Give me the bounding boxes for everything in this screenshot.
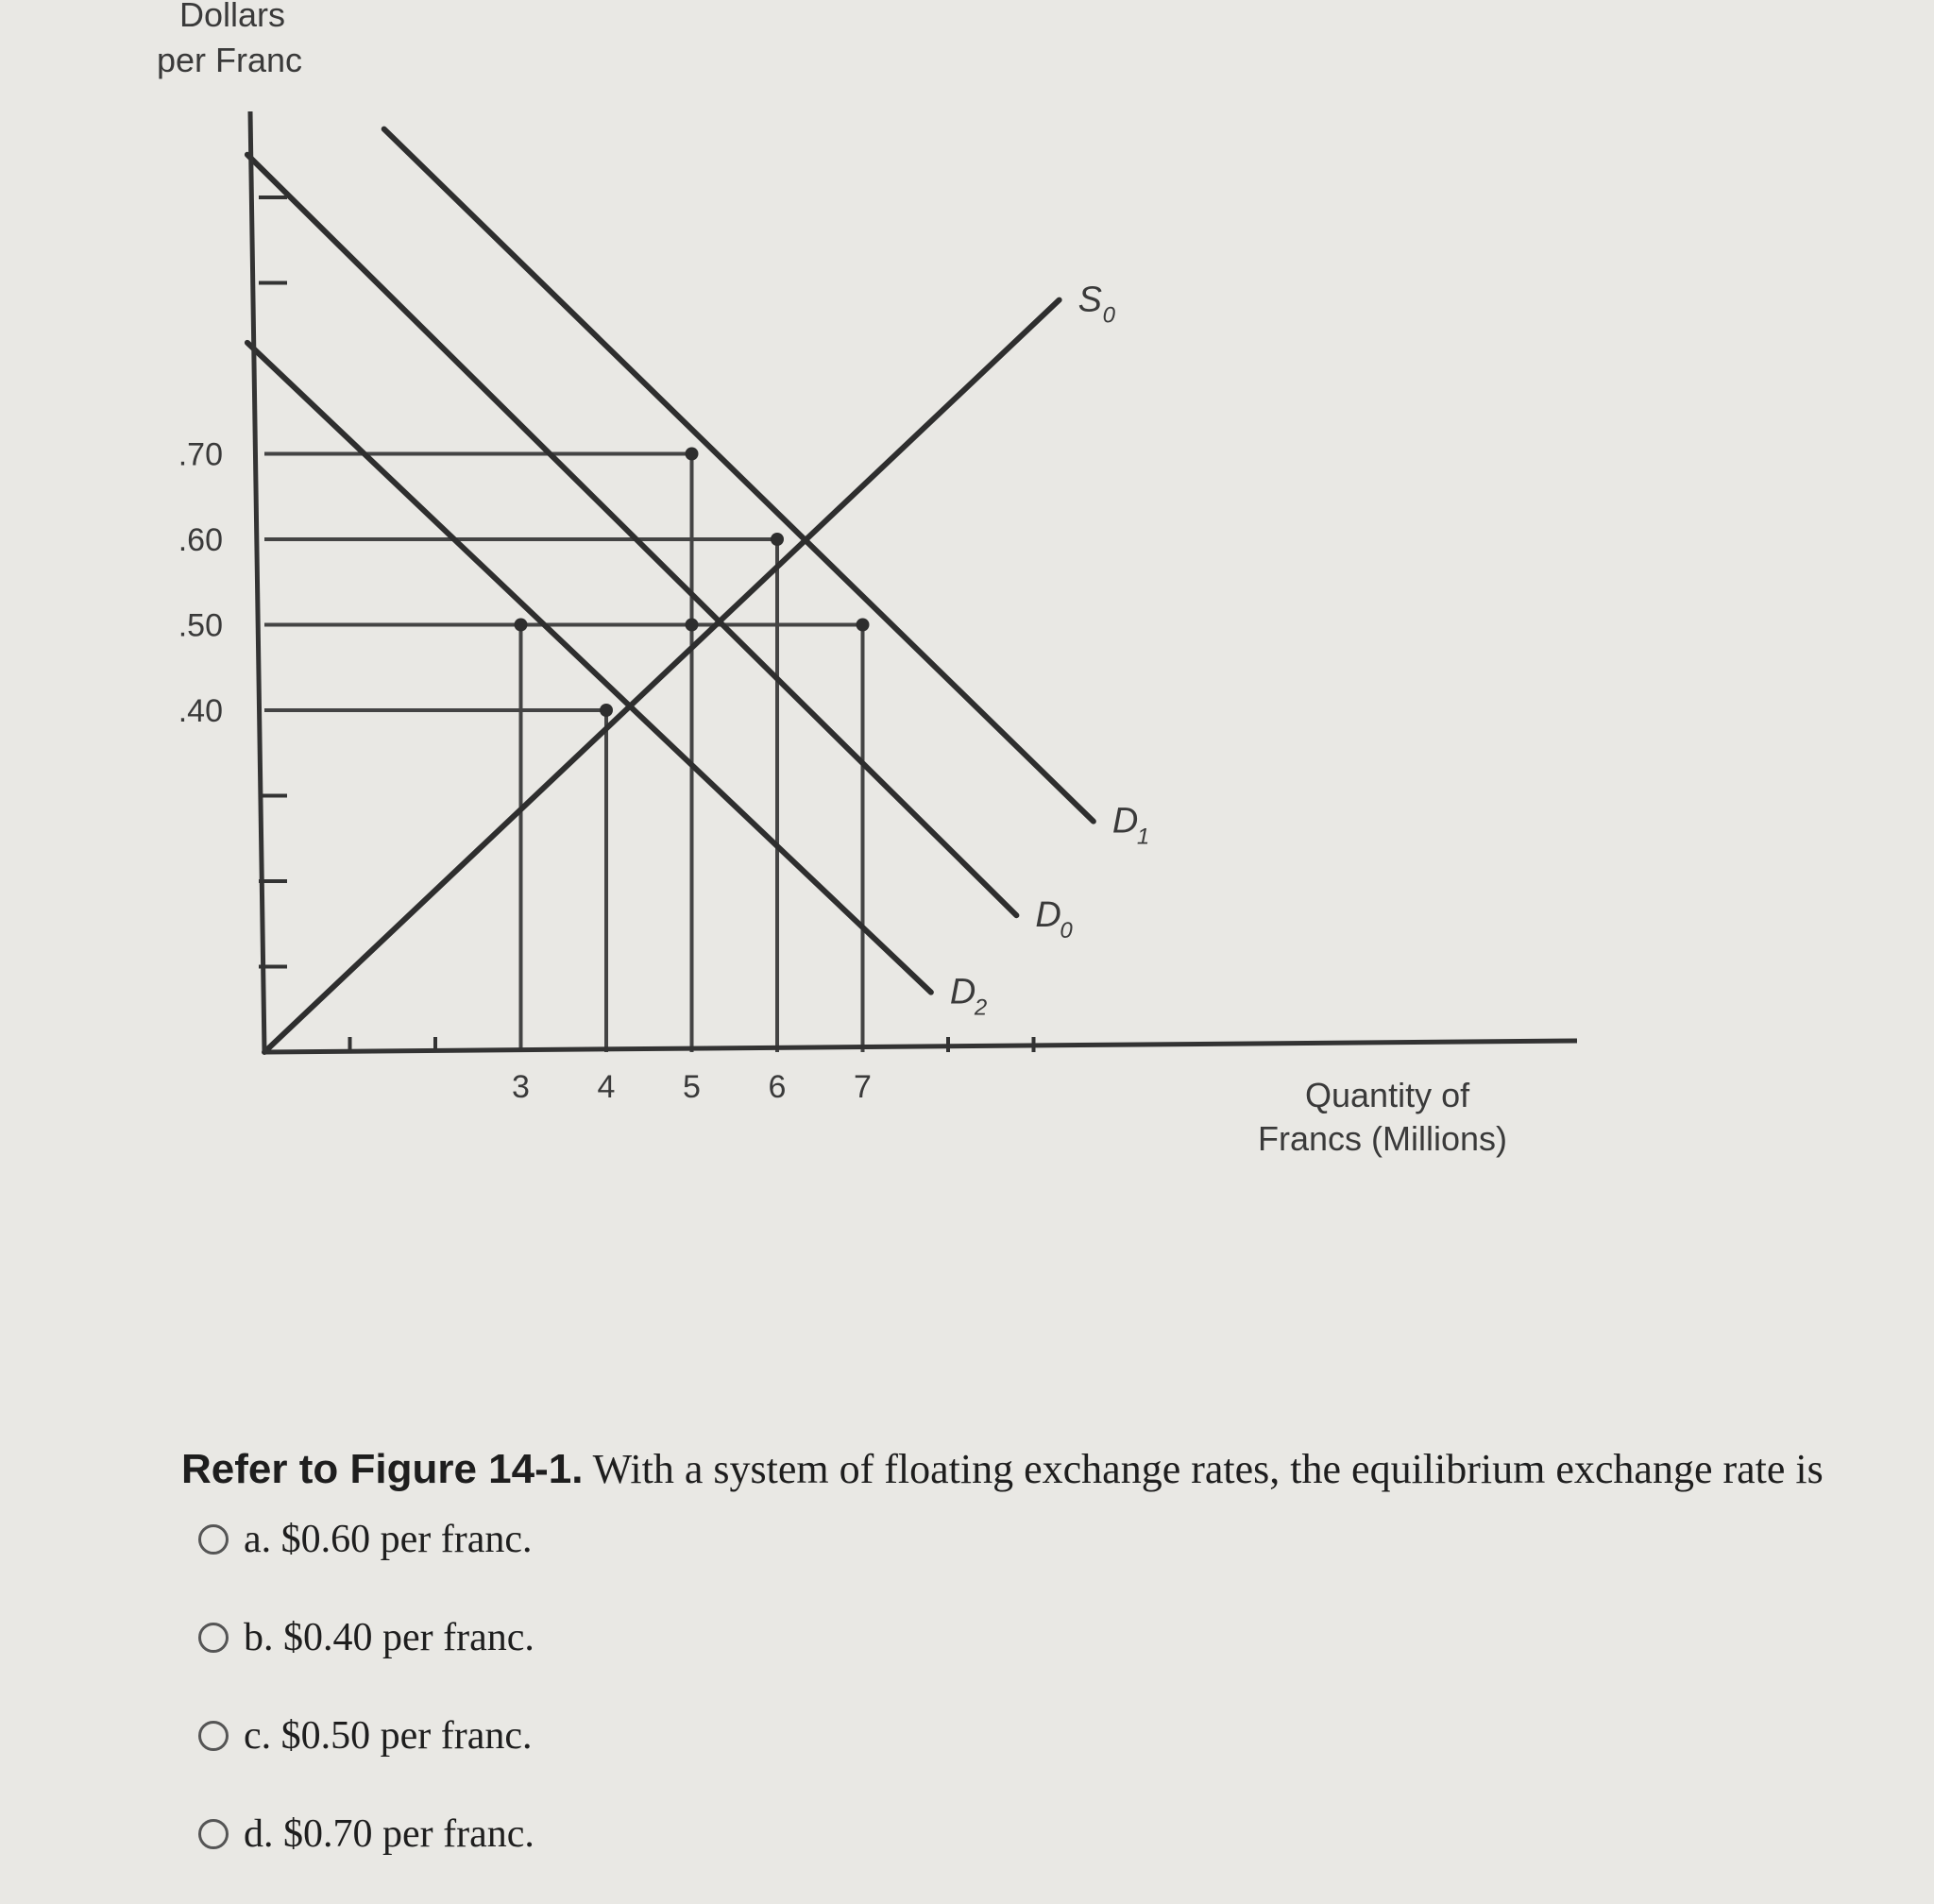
point-3 (686, 619, 699, 632)
y-axis (250, 111, 264, 1052)
option-d-label: d. $0.70 per franc. (244, 1812, 534, 1856)
curve-label-sub-D0: 0 (1060, 918, 1073, 944)
option-c[interactable] (198, 1708, 534, 1764)
x-tick-label-4: 7 (854, 1069, 872, 1105)
y-tick-label-1: .60 (178, 522, 223, 558)
option-b-label: b. $0.40 per franc. (244, 1616, 534, 1659)
curve-D0 (247, 155, 1017, 915)
option-a[interactable] (198, 1511, 534, 1568)
axes (250, 111, 1577, 1052)
curve-label-sub-S0: 0 (1102, 302, 1116, 329)
y-axis-label-line2: per Franc (157, 41, 303, 79)
x-axis-label-line1: Quantity of (1305, 1076, 1470, 1114)
curve-label-D1: D (1111, 801, 1139, 842)
radio-d-icon[interactable] (198, 1819, 229, 1849)
point-4 (857, 619, 870, 632)
x-tick-label-2: 5 (683, 1069, 701, 1105)
radio-c-icon[interactable] (198, 1721, 229, 1751)
point-2 (515, 619, 528, 632)
question-body: With a system of floating exchange rates, the equilibrium exchange rate is (583, 1446, 1824, 1492)
y-tick-label-2: .50 (178, 607, 223, 644)
x-tick-label-3: 6 (768, 1069, 787, 1105)
question-figure-ref: Refer to Figure 14-1. (181, 1446, 584, 1492)
point-1 (771, 533, 784, 546)
curves (247, 129, 1094, 1052)
y-axis-label-line1: Dollars (179, 0, 286, 34)
y-tick-label-0: .70 (178, 436, 223, 473)
chart-labels (157, 0, 1507, 1158)
curve-label-sub-D2: 2 (974, 994, 988, 1021)
x-axis (264, 1041, 1577, 1052)
curve-label-D0: D (1035, 895, 1061, 936)
curve-label-sub-D1: 1 (1136, 824, 1150, 850)
point-0 (686, 448, 699, 461)
radio-a-icon[interactable] (198, 1524, 229, 1555)
radio-b-icon[interactable] (198, 1623, 229, 1653)
curve-D2 (247, 343, 931, 993)
option-c-label: c. $0.50 per franc. (244, 1714, 533, 1758)
curve-label-S0: S (1077, 280, 1103, 320)
point-5 (600, 704, 613, 717)
x-tick-label-0: 3 (512, 1069, 530, 1105)
option-a-label: a. $0.60 per franc. (244, 1518, 533, 1561)
curve-D1 (384, 129, 1094, 822)
curve-label-D2: D (949, 972, 976, 1012)
option-d[interactable] (198, 1806, 534, 1862)
y-tick-label-3: .40 (178, 693, 223, 729)
question-text (181, 1445, 1824, 1493)
x-tick-label-1: 4 (597, 1069, 616, 1105)
curve-S0 (264, 300, 1060, 1052)
answer-options (198, 1511, 534, 1904)
option-b[interactable] (198, 1609, 534, 1666)
x-axis-label-line2: Francs (Millions) (1258, 1119, 1508, 1158)
